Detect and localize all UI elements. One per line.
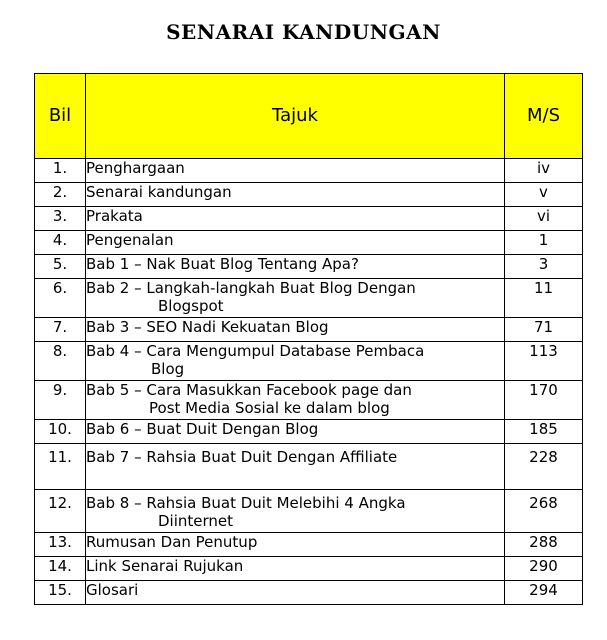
row-title xyxy=(86,557,505,581)
row-number: 1. xyxy=(35,159,86,183)
table-row xyxy=(35,444,583,490)
row-title-text: Bab 1 – Nak Buat Blog Tentang Apa? xyxy=(86,255,359,273)
row-page: 71 xyxy=(505,318,583,342)
table-row xyxy=(35,207,583,231)
row-title-text: Bab 8 – Rahsia Buat Duit Melebihi 4 Angka xyxy=(86,494,406,512)
row-title-text: Penghargaan xyxy=(86,159,185,177)
row-page: vi xyxy=(505,207,583,231)
row-title-text: Rumusan Dan Penutup xyxy=(86,533,258,551)
row-number: 13. xyxy=(35,533,86,557)
row-title xyxy=(86,490,505,533)
row-title-continuation: Diinternet xyxy=(158,512,234,530)
row-page: 228 xyxy=(505,444,583,490)
table-row xyxy=(35,557,583,581)
row-title-text: Bab 7 – Rahsia Buat Duit Dengan Affiliate xyxy=(86,448,398,466)
table-row xyxy=(35,159,583,183)
table-row xyxy=(35,381,583,420)
row-title xyxy=(86,279,505,318)
row-page: 185 xyxy=(505,420,583,444)
row-title-text: Bab 3 – SEO Nadi Kekuatan Blog xyxy=(86,318,329,336)
row-title xyxy=(86,444,505,490)
row-page: 288 xyxy=(505,533,583,557)
row-number: 5. xyxy=(35,255,86,279)
header-tajuk: Tajuk xyxy=(86,74,505,159)
table-row xyxy=(35,255,583,279)
row-title xyxy=(86,159,505,183)
table-row xyxy=(35,279,583,318)
header-bil: Bil xyxy=(35,74,86,159)
row-page: 290 xyxy=(505,557,583,581)
row-title-text: Pengenalan xyxy=(86,231,174,249)
header-ms: M/S xyxy=(505,74,583,159)
row-number: 11. xyxy=(35,444,86,490)
row-title xyxy=(86,255,505,279)
row-title-text: Glosari xyxy=(86,581,139,599)
row-title xyxy=(86,183,505,207)
table-row xyxy=(35,420,583,444)
row-title xyxy=(86,420,505,444)
row-title xyxy=(86,342,505,381)
row-number: 7. xyxy=(35,318,86,342)
row-page: 170 xyxy=(505,381,583,420)
row-number: 8. xyxy=(35,342,86,381)
row-number: 9. xyxy=(35,381,86,420)
row-number: 6. xyxy=(35,279,86,318)
table-row xyxy=(35,533,583,557)
row-page: iv xyxy=(505,159,583,183)
table-row xyxy=(35,318,583,342)
row-title xyxy=(86,381,505,420)
row-number: 4. xyxy=(35,231,86,255)
row-title-text: Bab 6 – Buat Duit Dengan Blog xyxy=(86,420,319,438)
row-title xyxy=(86,207,505,231)
row-page: 11 xyxy=(505,279,583,318)
row-title-text: Link Senarai Rujukan xyxy=(86,557,244,575)
row-title-text: Prakata xyxy=(86,207,143,225)
table-row xyxy=(35,581,583,605)
row-title-text: Bab 5 – Cara Masukkan Facebook page dan xyxy=(86,381,412,399)
row-title-text: Bab 4 – Cara Mengumpul Database Pembaca xyxy=(86,342,425,360)
row-number: 14. xyxy=(35,557,86,581)
row-page: 3 xyxy=(505,255,583,279)
row-title-text: Bab 2 – Langkah-langkah Buat Blog Dengan xyxy=(86,279,416,297)
row-page: 268 xyxy=(505,490,583,533)
row-number: 12. xyxy=(35,490,86,533)
row-title xyxy=(86,581,505,605)
row-title xyxy=(86,533,505,557)
table-row xyxy=(35,231,583,255)
row-title-text: Senarai kandungan xyxy=(86,183,232,201)
contents-table xyxy=(34,73,583,605)
row-page: 113 xyxy=(505,342,583,381)
row-number: 2. xyxy=(35,183,86,207)
row-number: 3. xyxy=(35,207,86,231)
row-page: v xyxy=(505,183,583,207)
row-page: 1 xyxy=(505,231,583,255)
row-title xyxy=(86,318,505,342)
page-title: SENARAI KANDUNGAN xyxy=(166,20,441,44)
table-header-row xyxy=(35,74,583,159)
row-title-continuation: Blog xyxy=(151,360,185,378)
row-title-continuation: Blogspot xyxy=(158,297,224,315)
row-title xyxy=(86,231,505,255)
table-row xyxy=(35,183,583,207)
table-row xyxy=(35,342,583,381)
row-number: 15. xyxy=(35,581,86,605)
row-number: 10. xyxy=(35,420,86,444)
row-title-continuation: Post Media Sosial ke dalam blog xyxy=(149,399,390,417)
row-page: 294 xyxy=(505,581,583,605)
table-row xyxy=(35,490,583,533)
